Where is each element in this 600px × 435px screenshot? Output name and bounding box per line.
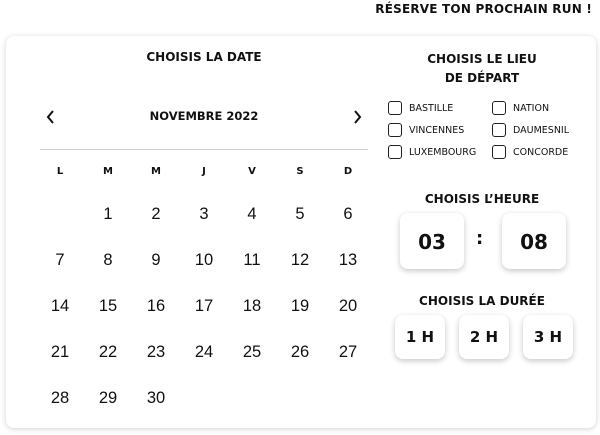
calendar-day[interactable]: 4 [247, 205, 257, 223]
weekday-label: V [248, 166, 256, 177]
calendar-day[interactable]: 22 [98, 343, 118, 361]
heure-title: CHOISIS L’HEURE [424, 192, 540, 206]
hour-value: 03 [418, 230, 446, 254]
calendar-day[interactable]: 26 [290, 343, 310, 361]
calendar-day[interactable]: 20 [338, 297, 358, 315]
calendar-divider [40, 149, 368, 150]
calendar-day[interactable]: 14 [50, 297, 70, 315]
lieu-title-line1: CHOISIS LE LIEU [427, 52, 537, 66]
minute-value: 08 [520, 230, 548, 254]
calendar-day[interactable]: 12 [290, 251, 310, 269]
calendar-day[interactable]: 10 [194, 251, 214, 269]
next-month-button[interactable] [346, 106, 368, 128]
lieu-title [385, 50, 579, 88]
calendar-title: CHOISIS LA DATE [146, 50, 262, 64]
calendar-day[interactable]: 11 [243, 251, 261, 269]
hour-picker[interactable] [400, 213, 464, 269]
calendar-day[interactable]: 6 [343, 205, 353, 223]
weekday-label: D [343, 166, 353, 177]
calendar-day[interactable]: 25 [242, 343, 262, 361]
weekday-label: J [202, 166, 206, 177]
calendar-day[interactable]: 13 [338, 251, 358, 269]
calendar-empty-cell [36, 203, 84, 249]
place-label: BASTILLE [409, 102, 454, 114]
place-option[interactable] [388, 145, 492, 159]
chevron-left-icon [46, 110, 56, 124]
current-month: NOVEMBRE 2022 [149, 109, 259, 123]
calendar-day[interactable]: 24 [194, 343, 214, 361]
checkbox[interactable] [492, 145, 506, 159]
place-label: NATION [513, 102, 550, 114]
minute-picker[interactable] [502, 213, 566, 269]
duration-3h-button[interactable]: 3 H [523, 315, 573, 359]
weekday-label: M [103, 166, 113, 177]
calendar-day[interactable]: 3 [199, 205, 209, 223]
calendar-day[interactable]: 27 [338, 343, 358, 361]
calendar-day[interactable]: 30 [146, 389, 166, 407]
calendar-day[interactable]: 7 [55, 251, 65, 269]
weekday-header [36, 166, 372, 177]
lieu-title-line2: DE DÉPART [444, 71, 520, 85]
checkbox[interactable] [388, 145, 402, 159]
calendar-day[interactable]: 17 [194, 297, 214, 315]
weekday-label: M [151, 166, 161, 177]
calendar-day[interactable]: 15 [98, 297, 118, 315]
place-label: LUXEMBOURG [409, 146, 477, 158]
places-list [388, 101, 588, 159]
previous-month-button[interactable] [40, 106, 62, 128]
checkbox[interactable] [492, 123, 506, 137]
calendar-day[interactable]: 21 [50, 343, 70, 361]
calendar-day[interactable]: 23 [146, 343, 166, 361]
place-option[interactable] [492, 101, 588, 115]
calendar-day[interactable]: 16 [146, 297, 166, 315]
weekday-label: L [56, 166, 64, 177]
duration-2h-button[interactable]: 2 H [459, 315, 509, 359]
calendar-days-grid [36, 203, 372, 433]
chevron-right-icon [352, 110, 362, 124]
time-separator: : [476, 228, 484, 249]
page-title: RÉSERVE TON PROCHAIN RUN ! [375, 2, 592, 16]
duree-title: CHOISIS LA DURÉE [419, 294, 545, 308]
duration-1h-button[interactable]: 1 H [395, 315, 445, 359]
place-option[interactable] [388, 123, 492, 137]
place-option[interactable] [388, 101, 492, 115]
checkbox[interactable] [388, 101, 402, 115]
checkbox[interactable] [388, 123, 402, 137]
place-label: DAUMESNIL [513, 124, 570, 136]
place-option[interactable] [492, 145, 588, 159]
calendar-day[interactable]: 28 [50, 389, 70, 407]
place-option[interactable] [492, 123, 588, 137]
calendar-day[interactable]: 1 [103, 205, 113, 223]
calendar-day[interactable]: 2 [151, 205, 161, 223]
place-label: CONCORDE [513, 146, 569, 158]
calendar-day[interactable]: 18 [242, 297, 262, 315]
month-navigation [40, 106, 368, 128]
calendar-day[interactable]: 19 [290, 297, 310, 315]
calendar-day[interactable]: 5 [295, 205, 305, 223]
calendar-day[interactable]: 29 [98, 389, 118, 407]
place-label: VINCENNES [409, 124, 465, 136]
weekday-label: S [296, 166, 304, 177]
checkbox[interactable] [492, 101, 506, 115]
calendar-day[interactable]: 8 [103, 251, 113, 269]
calendar-day[interactable]: 9 [151, 251, 161, 269]
